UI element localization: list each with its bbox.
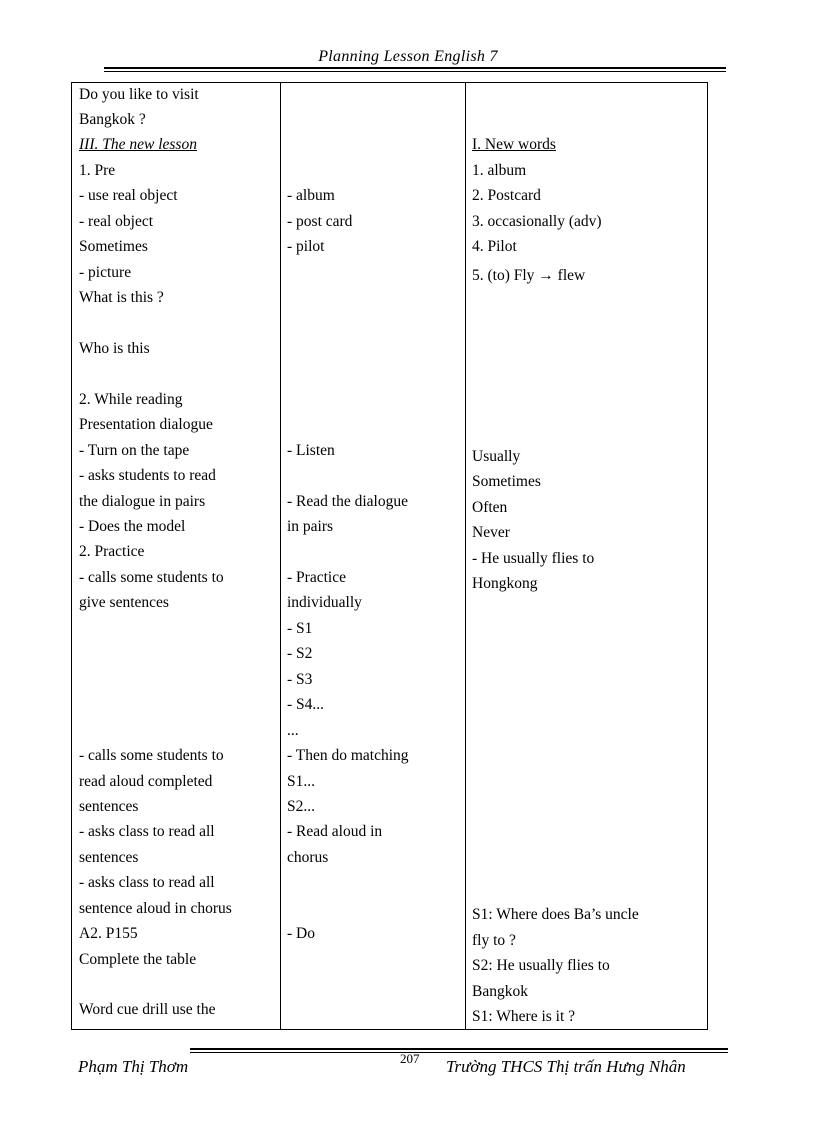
col3-line: S2: He usually flies to: [472, 957, 610, 974]
col3-line: 1. album: [472, 162, 527, 179]
column-divider: [280, 83, 281, 1029]
col1-line: - asks class to read all: [79, 874, 215, 891]
col2-line: - Do: [287, 925, 315, 942]
col1-line: - real object: [79, 213, 154, 230]
col1-line: - Turn on the tape: [79, 442, 190, 459]
col3-line: Sometimes: [472, 473, 541, 490]
footer-school: Trường THCS Thị trấn Hưng Nhân: [446, 1057, 686, 1076]
col2-line: S2...: [287, 798, 315, 815]
col1-line: sentences: [79, 849, 139, 866]
col2-line: - S3: [287, 671, 313, 688]
col3-line: - He usually flies to: [472, 550, 595, 567]
col3-line: Often: [472, 499, 508, 516]
col3-line: 4. Pilot: [472, 238, 517, 255]
footer-author: Phạm Thị Thơm: [78, 1057, 189, 1076]
col2-line: - Practice: [287, 569, 346, 586]
col1-line: What is this ?: [79, 289, 164, 306]
col1-line: 1. Pre: [79, 162, 116, 179]
col3-line: Hongkong: [472, 575, 538, 592]
col1-line: the dialogue in pairs: [79, 493, 206, 510]
col1-line: Bangkok ?: [79, 111, 146, 128]
col3-line: S1: Where does Ba’s uncle: [472, 906, 639, 923]
col1-line: Presentation dialogue: [79, 416, 213, 433]
col3-line: 2. Postcard: [472, 187, 541, 204]
col1-line: - Does the model: [79, 518, 186, 535]
col1-line: - asks students to read: [79, 467, 216, 484]
col3-line: Never: [472, 524, 510, 541]
section-heading: I. New words: [472, 136, 556, 153]
col1-line: - calls some students to: [79, 747, 224, 764]
header-rule-thin: [104, 71, 726, 72]
col2-line: - S4...: [287, 696, 325, 713]
col2-line: - Read the dialogue: [287, 493, 408, 510]
col1-line: Who is this: [79, 340, 150, 357]
col2-line: - Then do matching: [287, 747, 409, 764]
col3-line: 5. (to) Fly → flew: [472, 267, 586, 284]
col1-line: 2. While reading: [79, 391, 183, 408]
header-rule: [104, 67, 726, 69]
col2-line: S1...: [287, 773, 315, 790]
col1-line: read aloud completed: [79, 773, 213, 790]
col1-line: Do you like to visit: [79, 86, 199, 103]
footer-rule: [190, 1048, 728, 1050]
col2-line: ...: [287, 722, 299, 739]
section-heading: III. The new lesson: [79, 136, 197, 153]
col1-line: sentences: [79, 798, 139, 815]
col2-line: - Read aloud in: [287, 823, 383, 840]
column-divider: [465, 83, 466, 1029]
col1-line: - asks class to read all: [79, 823, 215, 840]
col2-line: in pairs: [287, 518, 334, 535]
col3-line: Usually: [472, 448, 521, 465]
footer-rule-thin: [190, 1052, 728, 1053]
col3-line: 3. occasionally (adv): [472, 213, 602, 230]
col1-line: - picture: [79, 264, 132, 281]
col1-line: Complete the table: [79, 951, 197, 968]
col1-line: - calls some students to: [79, 569, 224, 586]
col1-line: - use real object: [79, 187, 178, 204]
document-title: Planning Lesson English 7: [318, 48, 498, 65]
lesson-table: [71, 82, 708, 1030]
col1-line: Sometimes: [79, 238, 148, 255]
col2-line: - album: [287, 187, 335, 204]
col3-line: fly to ?: [472, 932, 516, 949]
col2-line: - S1: [287, 620, 313, 637]
col3-line: Bangkok: [472, 983, 528, 1000]
col2-line: - pilot: [287, 238, 325, 255]
col1-line: Word cue drill use the: [79, 1001, 216, 1018]
col1-line: A2. P155: [79, 925, 138, 942]
col2-line: - Listen: [287, 442, 335, 459]
col2-line: individually: [287, 594, 362, 611]
col3-line: S1: Where is it ?: [472, 1008, 576, 1025]
page-number: 207: [400, 1051, 420, 1066]
col2-line: chorus: [287, 849, 329, 866]
col2-line: - post card: [287, 213, 353, 230]
col2-line: - S2: [287, 645, 313, 662]
col1-line: give sentences: [79, 594, 169, 611]
col1-line: sentence aloud in chorus: [79, 900, 232, 917]
col1-line: 2. Practice: [79, 543, 145, 560]
